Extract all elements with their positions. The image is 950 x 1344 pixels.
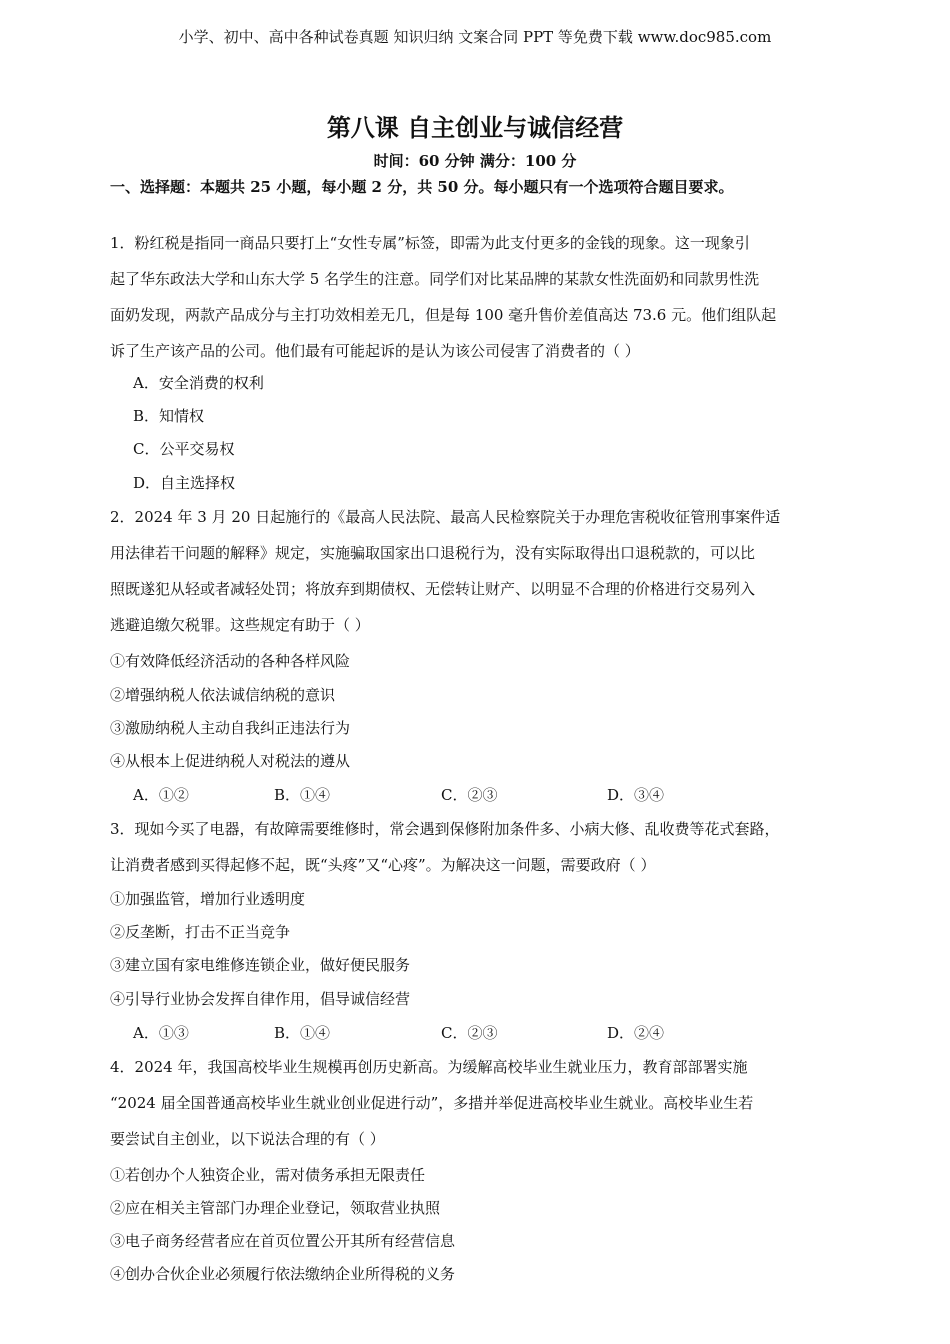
q4-item: ③电子商务经营者应在首页位置公开其所有经营信息 — [110, 1232, 456, 1250]
q2-line: 逃避追缴欠税罪。这些规定有助于（ ） — [110, 616, 370, 634]
q4-line: 4．2024 年，我国高校毕业生规模再创历史新高。为缓解高校毕业生就业压力，教育部部署实施 — [110, 1058, 748, 1076]
q3-item: ③建立国有家电维修连锁企业，做好便民服务 — [110, 956, 411, 974]
q3-item: ②反垄断，打击不正当竞争 — [110, 923, 291, 941]
page-header: 小学、初中、高中各种试卷真题 知识归纳 文案合同 PPT 等免费下载 www.doc985.com — [178, 28, 772, 46]
q4-item: ④创办合伙企业必须履行依法缴纳企业所得税的义务 — [110, 1265, 456, 1283]
q2-option-a[interactable]: A．①② — [133, 786, 189, 804]
q2-option-d[interactable]: D．③④ — [607, 786, 665, 804]
q3-line: 让消费者感到买得起修不起，既“头疼”又“心疼”。为解决这一问题，需要政府（ ） — [110, 856, 656, 874]
q1-option-a[interactable]: A．安全消费的权利 — [133, 374, 264, 392]
document-title: 第八课 自主创业与诚信经营 — [326, 113, 624, 142]
q4-item: ②应在相关主管部门办理企业登记，领取营业执照 — [110, 1199, 441, 1217]
q4-line: “2024 届全国普通高校毕业生就业创业促进行动”，多措并举促进高校毕业生就业。高校毕业生若 — [110, 1094, 754, 1112]
q2-line: 2．2024 年 3 月 20 日起施行的《最高人民法院、最高人民检察院关于办理危害税收征管刑事案件适 — [110, 508, 781, 526]
q3-option-d[interactable]: D．②④ — [607, 1024, 665, 1042]
q3-option-b[interactable]: B．①④ — [274, 1024, 331, 1042]
q1-line: 面奶发现，两款产品成分与主打功效相差无几，但是每 100 毫升售价差值高达 73.6 元。他们组队起 — [110, 306, 777, 324]
q2-option-c[interactable]: C．②③ — [441, 786, 498, 804]
q2-option-b[interactable]: B．①④ — [274, 786, 331, 804]
q3-item: ④引导行业协会发挥自律作用，倡导诚信经营 — [110, 990, 411, 1008]
section-heading: 一、选择题：本题共 25 小题，每小题 2 分，共 50 分。每小题只有一个选项符合题目要求。 — [110, 178, 734, 196]
q2-item: ①有效降低经济活动的各种各样风险 — [110, 652, 351, 670]
q3-item: ①加强监管，增加行业透明度 — [110, 890, 306, 908]
q3-option-a[interactable]: A．①③ — [133, 1024, 189, 1042]
q4-item: ①若创办个人独资企业，需对债务承担无限责任 — [110, 1166, 426, 1184]
q2-line: 照既遂犯从轻或者减轻处罚；将放弃到期债权、无偿转让财产、以明显不合理的价格进行交易列入 — [110, 580, 756, 598]
q1-option-c[interactable]: C．公平交易权 — [133, 440, 235, 458]
q2-item: ③激励纳税人主动自我纠正违法行为 — [110, 719, 351, 737]
q4-line: 要尝试自主创业，以下说法合理的有（ ） — [110, 1130, 385, 1148]
q3-option-c[interactable]: C．②③ — [441, 1024, 498, 1042]
q2-item: ②增强纳税人依法诚信纳税的意识 — [110, 686, 336, 704]
q2-item: ④从根本上促进纳税人对税法的遵从 — [110, 752, 351, 770]
q3-line: 3．现如今买了电器，有故障需要维修时，常会遇到保修附加条件多、小病大修、乱收费等花式套路， — [110, 820, 780, 838]
q1-line: 诉了生产该产品的公司。他们最有可能起诉的是认为该公司侵害了消费者的（ ） — [110, 342, 640, 360]
time-info: 时间：60 分钟 满分：100 分 — [373, 152, 577, 170]
q2-line: 用法律若干问题的解释》规定，实施骗取国家出口退税行为，没有实际取得出口退税款的，可以比 — [110, 544, 756, 562]
q1-option-b[interactable]: B．知情权 — [133, 407, 205, 425]
q1-option-d[interactable]: D．自主选择权 — [133, 474, 236, 492]
q1-line: 起了华东政法大学和山东大学 5 名学生的注意。同学们对比某品牌的某款女性洗面奶和同款男性洗 — [110, 270, 760, 288]
q1-line: 1．粉红税是指同一商品只要打上“女性专属”标签，即需为此支付更多的金钱的现象。这一现象引 — [110, 234, 750, 252]
